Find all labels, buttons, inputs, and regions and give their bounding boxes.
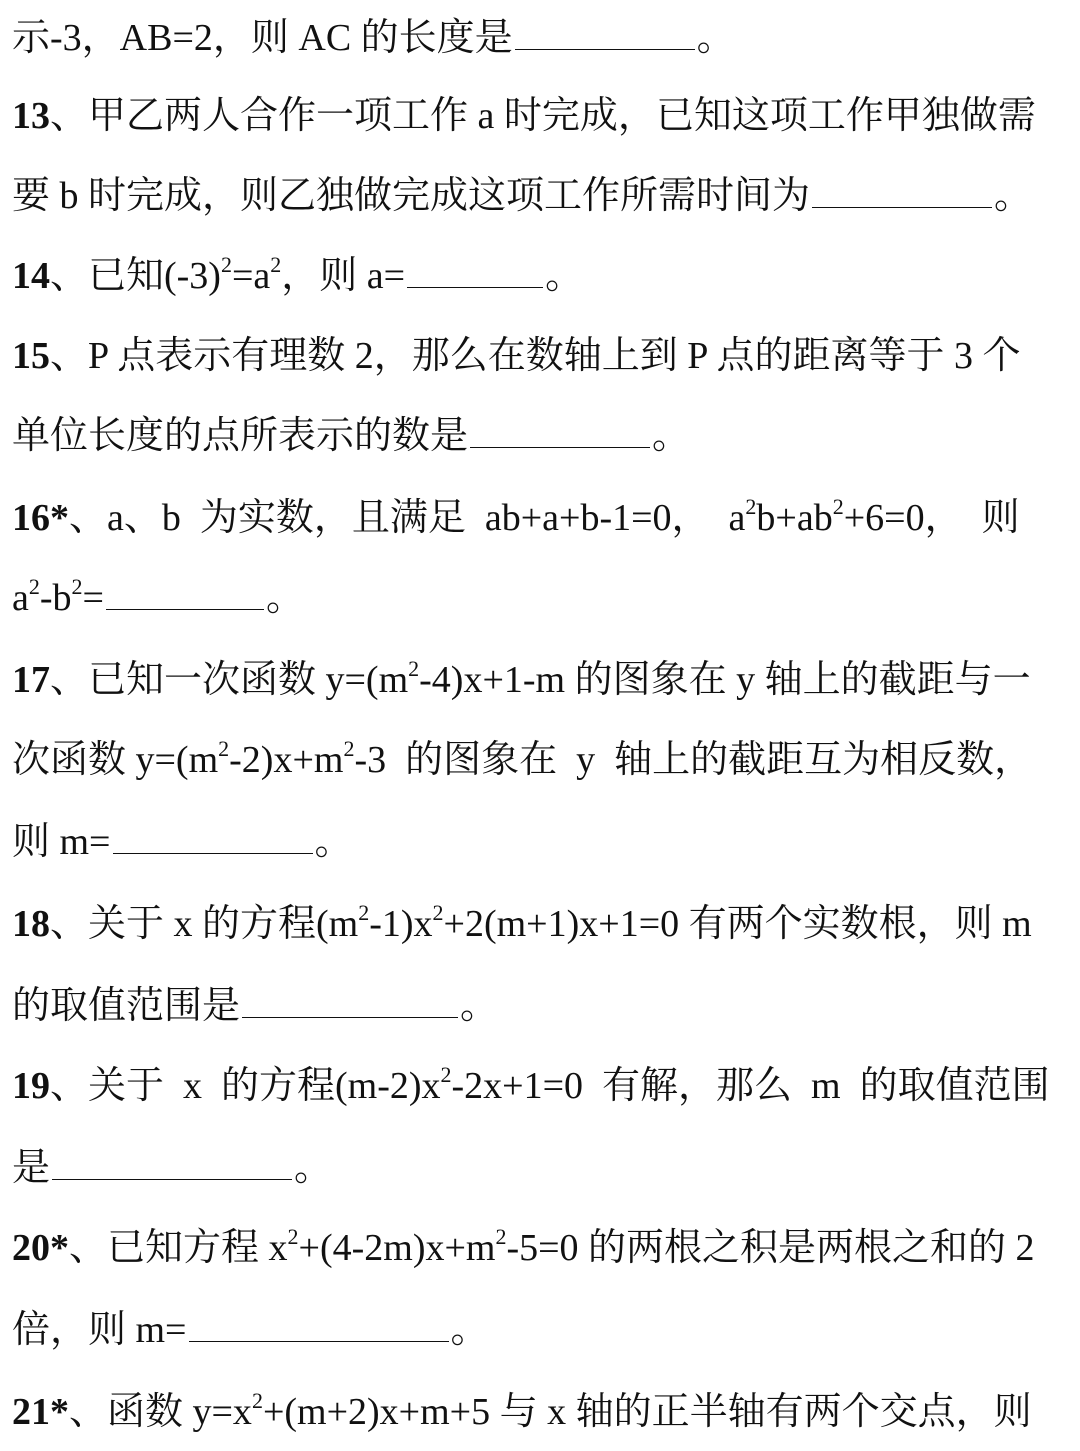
problem-20-text: 、已知方程 x bbox=[69, 1227, 288, 1269]
problem-number: 13 bbox=[12, 95, 50, 137]
period: 。 bbox=[696, 17, 735, 59]
superscript: 2 bbox=[745, 494, 757, 519]
problem-16-line-2 bbox=[12, 568, 1070, 628]
superscript: 2 bbox=[358, 900, 370, 925]
problem-16-text: +6=0， 则 bbox=[843, 497, 1020, 539]
problem-20-text: -5=0 的两根之积是两根之和的 2 bbox=[506, 1227, 1035, 1269]
problem-number: 19 bbox=[12, 1065, 50, 1107]
problem-13-line-1 bbox=[12, 86, 1070, 146]
problem-number: 14 bbox=[12, 255, 50, 297]
problem-13-text: 、甲乙两人合作一项工作 a 时完成，已知这项工作甲独做需 bbox=[50, 95, 1036, 137]
problem-17-text: 则 m= bbox=[12, 821, 111, 863]
period: 。 bbox=[450, 1309, 489, 1351]
problem-20-line-2 bbox=[12, 1300, 1070, 1360]
problem-17-text: 、已知一次函数 y=(m bbox=[50, 659, 409, 701]
problem-19-text-2: 是 bbox=[12, 1147, 51, 1189]
answer-blank[interactable] bbox=[407, 251, 543, 288]
superscript: 2 bbox=[287, 1224, 299, 1249]
problem-19-text: 、关于 x 的方程(m-2)x bbox=[50, 1065, 441, 1107]
problem-18-text-2: 的取值范围是 bbox=[12, 985, 241, 1027]
problem-14-text: =a bbox=[231, 255, 271, 297]
problem-number: 21* bbox=[12, 1391, 69, 1433]
problem-15-line-1 bbox=[12, 326, 1070, 386]
answer-blank[interactable] bbox=[106, 573, 264, 610]
problem-21-text: 、函数 y=x bbox=[69, 1391, 252, 1433]
problem-19-line-1 bbox=[12, 1056, 1070, 1116]
problem-16-text: a bbox=[12, 577, 29, 619]
problem-14-line-1 bbox=[12, 246, 1070, 306]
superscript: 2 bbox=[218, 736, 230, 761]
problem-20-line-1 bbox=[12, 1218, 1070, 1278]
problem-number: 18 bbox=[12, 903, 50, 945]
superscript: 2 bbox=[408, 656, 420, 681]
superscript: 2 bbox=[270, 252, 282, 277]
problem-16-text: -b bbox=[39, 577, 72, 619]
problem-16-line-1 bbox=[12, 488, 1070, 548]
problem-number: 20* bbox=[12, 1227, 69, 1269]
problem-17-line-2 bbox=[12, 730, 1070, 790]
answer-blank[interactable] bbox=[470, 411, 650, 448]
answer-blank[interactable] bbox=[812, 171, 992, 208]
problem-number: 17 bbox=[12, 659, 50, 701]
answer-blank[interactable] bbox=[515, 13, 695, 50]
superscript: 2 bbox=[495, 1224, 507, 1249]
problem-18-text: -1)x bbox=[369, 903, 433, 945]
problem-20-text: +(4-2m)x+m bbox=[298, 1227, 496, 1269]
problem-20-text-2: 倍，则 m= bbox=[12, 1309, 187, 1351]
period: 。 bbox=[545, 255, 584, 297]
superscript: 2 bbox=[28, 574, 40, 599]
problem-13-text-2: 要 b 时完成，则乙独做完成这项工作所需时间为 bbox=[12, 175, 811, 217]
problem-17-line-3 bbox=[12, 812, 1070, 872]
superscript: 2 bbox=[343, 736, 355, 761]
problem-15-text: 、P 点表示有理数 2，那么在数轴上到 P 点的距离等于 3 个 bbox=[50, 335, 1021, 377]
problem-number: 15 bbox=[12, 335, 50, 377]
period: 。 bbox=[294, 1147, 333, 1189]
problem-17-text: -3 的图象在 y 轴上的截距互为相反数， bbox=[354, 739, 1033, 781]
superscript: 2 bbox=[440, 1062, 452, 1087]
period: 。 bbox=[265, 577, 304, 619]
problem-12-text: 示-3，AB=2，则 AC 的长度是 bbox=[12, 17, 513, 59]
period: 。 bbox=[314, 821, 353, 863]
period: 。 bbox=[652, 415, 691, 457]
problem-17-text: 次函数 y=(m bbox=[12, 739, 219, 781]
problem-15-line-2 bbox=[12, 406, 1070, 466]
problem-19-line-2 bbox=[12, 1138, 1070, 1198]
period: 。 bbox=[994, 175, 1033, 217]
problem-16-text: 、a、b 为实数，且满足 ab+a+b-1=0， a bbox=[69, 497, 746, 539]
problem-17-text: -2)x+m bbox=[229, 739, 344, 781]
answer-blank[interactable] bbox=[113, 817, 313, 854]
problem-13-line-2 bbox=[12, 166, 1070, 226]
problem-12-line-1 bbox=[12, 8, 1070, 68]
superscript: 2 bbox=[432, 900, 444, 925]
superscript: 2 bbox=[251, 1388, 263, 1413]
answer-blank[interactable] bbox=[52, 1143, 292, 1180]
problem-18-line-1 bbox=[12, 894, 1070, 954]
problem-18-text: 、关于 x 的方程(m bbox=[50, 903, 359, 945]
problem-16-text: = bbox=[82, 577, 104, 619]
problem-14-text: ，则 a= bbox=[281, 255, 406, 297]
superscript: 2 bbox=[71, 574, 83, 599]
problem-21-text: +(m+2)x+m+5 与 x 轴的正半轴有两个交点，则 bbox=[262, 1391, 1032, 1433]
problem-number: 16* bbox=[12, 497, 69, 539]
problem-18-text: +2(m+1)x+1=0 有两个实数根，则 m bbox=[443, 903, 1032, 945]
period: 。 bbox=[460, 985, 499, 1027]
problem-14-text: 、已知(-3) bbox=[50, 255, 221, 297]
answer-blank[interactable] bbox=[189, 1305, 449, 1342]
problem-16-text: b+ab bbox=[756, 497, 833, 539]
answer-blank[interactable] bbox=[242, 981, 458, 1018]
problem-17-text: -4)x+1-m 的图象在 y 轴上的截距与一 bbox=[419, 659, 1031, 701]
problem-15-text-2: 单位长度的点所表示的数是 bbox=[12, 415, 469, 457]
problem-17-line-1 bbox=[12, 650, 1070, 710]
problem-19-text: -2x+1=0 有解，那么 m 的取值范围 bbox=[451, 1065, 1050, 1107]
problem-21-line-1 bbox=[12, 1382, 1070, 1442]
superscript: 2 bbox=[832, 494, 844, 519]
problem-18-line-2 bbox=[12, 976, 1070, 1036]
superscript: 2 bbox=[220, 252, 232, 277]
